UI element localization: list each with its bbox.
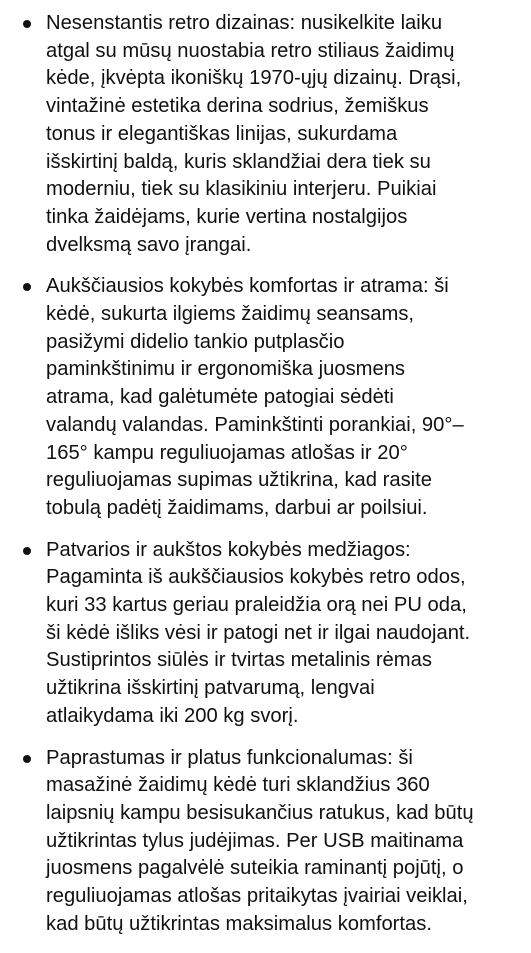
- text-line: Nesenstantis retro dizainas: nusikelkite laiku: [46, 12, 443, 34]
- text-line: Sustiprintos siūlės ir tvirtas metalinis rėmas: [46, 649, 432, 672]
- text-line: paminkštinimu ir ergonomiška juosmens: [46, 358, 406, 381]
- text-line: juosmens pagalvėlė suteikia raminantį pojūtį, o: [46, 857, 464, 880]
- bullet-dot-icon: [23, 283, 31, 291]
- feature-bullet-list: [0, 10, 531, 953]
- text-line: vintažinė estetika derina sodrius, žemiškus: [46, 95, 429, 118]
- feature-functionality: [0, 745, 531, 939]
- text-line: atgal su mūsų nuostabia retro stiliaus žaidimų: [46, 39, 455, 62]
- text-line: užtikrina išskirtinį patvarumą, lengvai: [46, 677, 375, 700]
- text-line: atrama, kad galėtumėte patogiai sėdėti: [46, 386, 394, 409]
- text-line: kad būtų užtikrintas maksimalus komfortas.: [46, 912, 432, 935]
- text-line: užtikrintas tylus judėjimas. Per USB maitinama: [46, 829, 464, 852]
- text-line: masažinė žaidimų kėdė turi sklandžius 360: [46, 774, 430, 797]
- text-line: Patvarios ir aukštos kokybės medžiagos:: [46, 538, 411, 561]
- text-line: kuri 33 kartus geriau praleidžia orą nei PU oda,: [46, 594, 467, 617]
- text-line: kėdė, sukurta ilgiems žaidimų seansams,: [46, 303, 415, 326]
- feature-comfort-support: [0, 273, 531, 522]
- text-line: atlaikydama iki 200 kg svorį.: [46, 704, 299, 727]
- text-line: tinka žaidėjams, kurie vertina nostalgijos: [46, 205, 408, 228]
- text-line: valandų valandas. Paminkštinti porankiai, 90°–: [46, 413, 464, 436]
- text-line: ši kėdė išliks vėsi ir patogi net ir ilgai naudojant.: [46, 621, 471, 644]
- text-line: dvelksmą savo įrangai.: [46, 233, 252, 256]
- text-line: reguliuojamas atlošas pritaikytas įvairiai veiklai,: [46, 885, 468, 908]
- text-line: laipsnių kampu besisukančius ratukus, kad būtų: [46, 801, 474, 824]
- feature-durable-materials: [0, 537, 531, 731]
- text-line: 165° kampu reguliuojamas atlošas ir 20°: [46, 441, 408, 464]
- text-line: pasižymi didelio tankio putplasčio: [46, 330, 345, 353]
- text-line: išskirtinį baldą, kuris sklandžiai dera tiek su: [46, 150, 431, 173]
- text-line: Aukščiausios kokybės komfortas ir atrama: ši: [46, 275, 449, 298]
- text-line: Pagaminta iš aukščiausios kokybės retro odos,: [46, 566, 466, 589]
- bullet-dot-icon: [23, 755, 31, 763]
- text-line: tobulą padėtį žaidimams, darbui ar poilsiui.: [46, 496, 428, 519]
- text-line: moderniu, tiek su klasikiniu interjeru. Puikiai: [46, 178, 437, 201]
- text-line: Paprastumas ir platus funkcionalumas: ši: [46, 746, 413, 769]
- bullet-dot-icon: [23, 20, 31, 28]
- text-line: kėde, įkvėpta ikoniškų 1970-ųjų dizainų. Drąsi,: [46, 67, 462, 90]
- bullet-dot-icon: [23, 547, 31, 555]
- text-line: tonus ir elegantiškas linijas, sukurdama: [46, 122, 398, 145]
- feature-retro-design: [0, 10, 531, 259]
- text-line: reguliuojamas supimas užtikrina, kad rasite: [46, 469, 432, 492]
